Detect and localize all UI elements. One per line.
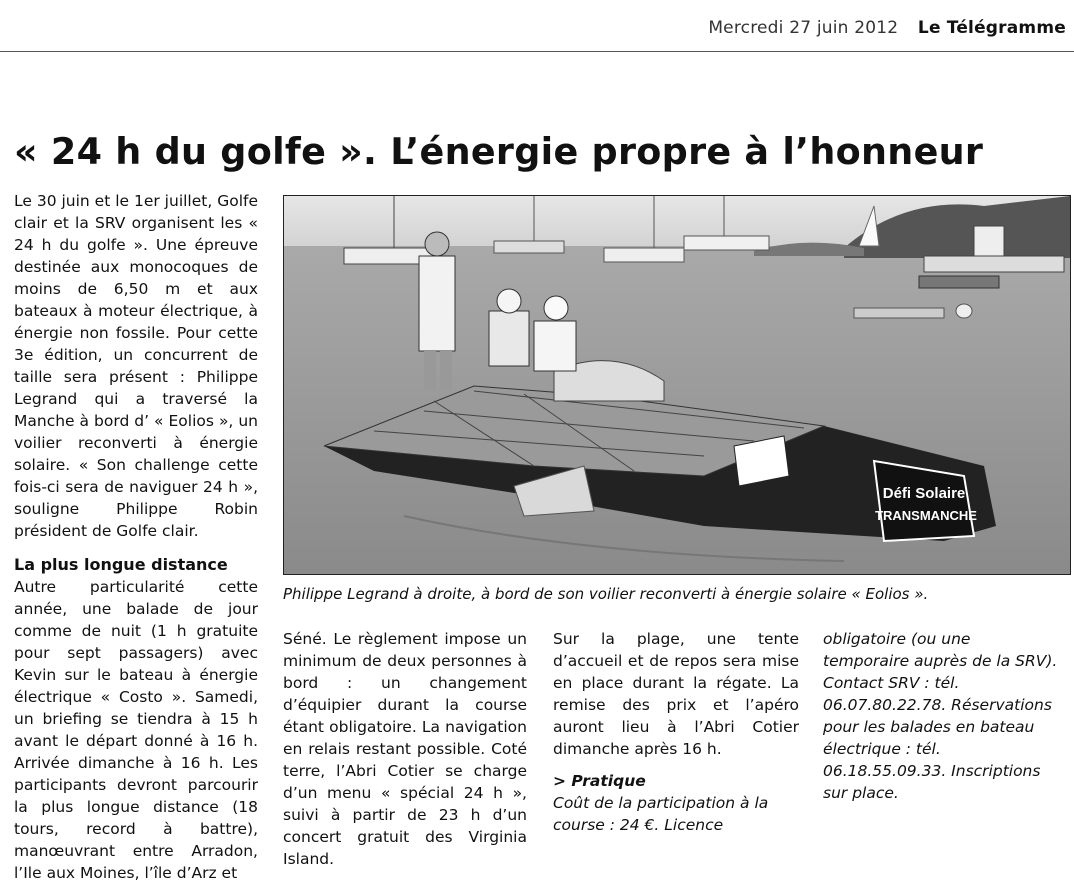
subheading: La plus longue distance — [14, 555, 228, 574]
pratique-heading: > Pratique — [553, 772, 646, 790]
masthead — [708, 18, 1066, 38]
paragraph: Sur la plage, une tente d’accueil et de repos sera mise en place durant la régate. La remise des prix et l’apéro auront lieu à l’Abri Cotier dimanche après 16 h. — [553, 630, 799, 758]
practical-info-continued: obligatoire (ou une temporaire auprès de la SRV). Contact SRV : tél. 06.07.80.22.78. Réservations pour les balades en bateau électrique : tél. 06.18.55.09.33. Inscriptions sur place. — [823, 630, 1058, 802]
photo-caption: Philippe Legrand à droite, à bord de son voilier reconverti à énergie solaire « Eolios ». — [283, 585, 929, 603]
column-4 — [823, 628, 1058, 804]
column-2 — [283, 628, 527, 870]
boat-sign-line2: TRANSMANCHE — [875, 508, 977, 523]
newspaper-name: Le Télégramme — [917, 18, 1066, 38]
article-photo — [283, 195, 1071, 575]
column-3 — [553, 628, 799, 836]
intro-paragraph: Le 30 juin et le 1er juillet, Golfe clair et la SRV organisent les « 24 h du golfe ». Une épreuve destinée aux monocoques de moins de 6,50 m et aux bateaux à moteur électrique, à énergie non fossile. Pour cette 3e édition, un concurrent de taille sera présent : Philippe Legrand qui a traversé la Manche à bord d’ « Eolios », un voilier reconverti à énergie solaire. « Son challenge cette fois-ci sera de naviguer 24 h », souligne Philippe Robin président de Golfe clair. — [14, 192, 258, 540]
paragraph: Autre particularité cette année, une balade de jour comme de nuit (1 h gratuite pour sept passagers) avec Kevin sur le bateau à énergie électrique « Costo ». Samedi, un briefing se tiendra à 15 h avant le départ donné à 16 h. Arrivée dimanche à 16 h. Les participants devront parcourir la plus longue distance (18 tours, record à battre), manœuvrant entre Arradon, l’Ile aux Moines, l’île d’Arz et — [14, 578, 258, 882]
paragraph: Séné. Le règlement impose un minimum de deux personnes à bord : un changement d’équipier durant la course étant obligatoire. La navigation en relais restant possible. Coté terre, l’Abri Cotier se charge d’un menu « spécial 24 h », suivi à partir de 23 h d’un concert gratuit des Virginia Island. — [283, 630, 527, 868]
header-rule — [0, 51, 1074, 52]
column-1 — [14, 190, 258, 884]
practical-info: Coût de la participation à la course : 24 €. Licence — [553, 794, 769, 834]
boat-sign-line1: Défi Solaire — [882, 485, 966, 502]
article-headline: « 24 h du golfe ». L’énergie propre à l’honneur — [14, 130, 984, 173]
publication-date: Mercredi 27 juin 2012 — [708, 18, 899, 38]
